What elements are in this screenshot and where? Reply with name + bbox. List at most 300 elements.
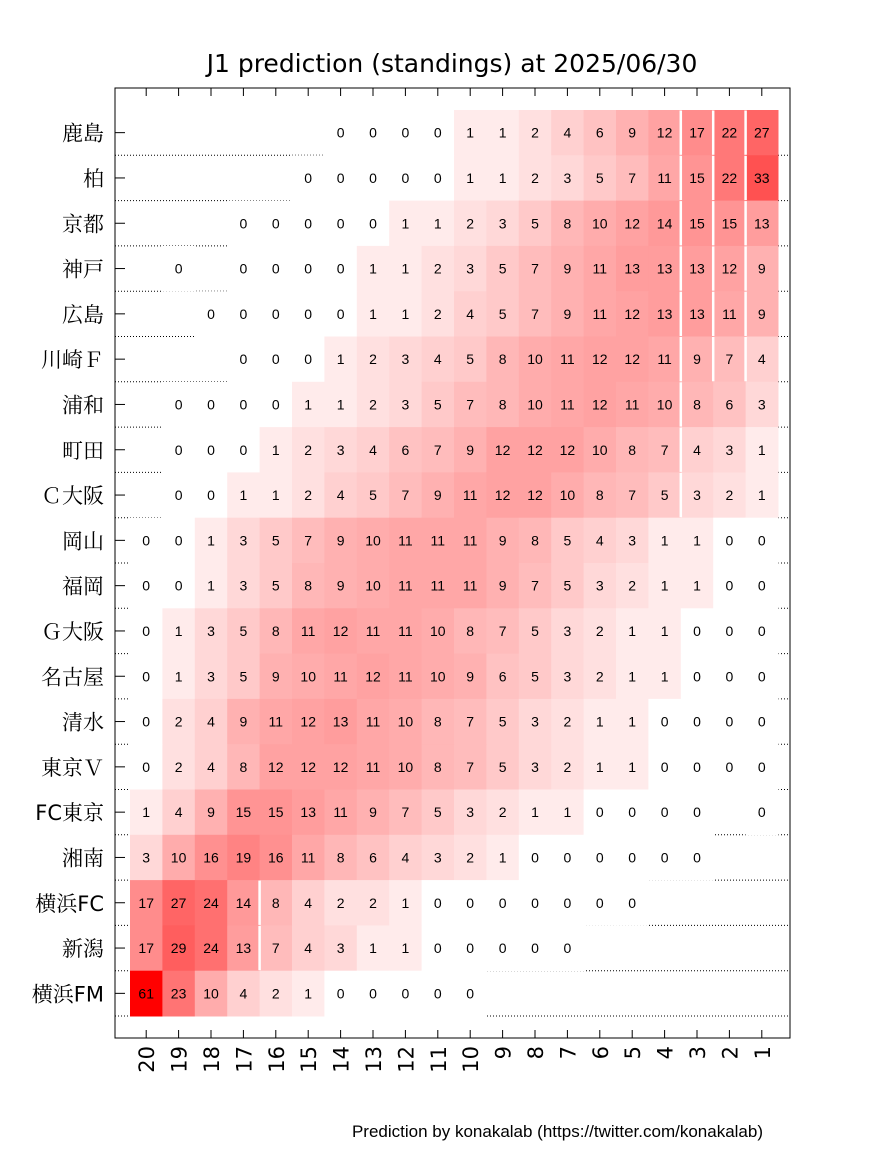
cell-value-label: 12 (592, 396, 608, 413)
cell-value-label: 5 (498, 305, 507, 322)
cell-value-label: 0 (142, 532, 151, 549)
cell-value-label: 5 (531, 622, 539, 639)
cell-value-label: 13 (656, 260, 673, 277)
cell-value-label: 0 (563, 940, 572, 957)
cell-value-label: 4 (369, 441, 377, 458)
cell-value-label: 5 (239, 668, 248, 685)
cell-value-label: 2 (531, 169, 539, 186)
cell-value-label: 8 (628, 441, 637, 458)
cell-value-label: 4 (336, 487, 345, 504)
cell-value-label: 0 (304, 169, 313, 186)
cell-value-label: 2 (433, 305, 442, 322)
cell-value-label: 8 (336, 849, 345, 866)
cell-value-label: 9 (498, 577, 507, 594)
cell-value-label: 1 (304, 396, 313, 413)
cell-value-label: 1 (757, 441, 766, 458)
cell-value-label: 1 (660, 577, 669, 594)
cell-value-label: 0 (693, 713, 701, 730)
cell-value-label: 0 (433, 985, 442, 1002)
cell-value-label: 11 (592, 305, 608, 322)
team-label: 広島 (62, 302, 104, 327)
cell-value-label: 1 (693, 532, 701, 549)
cell-value-label: 0 (660, 804, 669, 821)
cell-value-label: 0 (401, 985, 410, 1002)
cell-value-label: 0 (336, 305, 345, 322)
cell-value-label: 0 (628, 804, 637, 821)
cell-value-label: 1 (174, 668, 183, 685)
cell-value-label: 3 (595, 577, 604, 594)
team-label: 横浜FC (35, 891, 104, 916)
cell-value-label: 11 (365, 758, 381, 775)
cell-value-label: 0 (757, 758, 766, 775)
cell-value-label: 0 (239, 351, 248, 368)
cell-value-label: 0 (174, 441, 183, 458)
cell-value-label: 22 (721, 124, 738, 141)
rank-label: 12 (394, 1046, 419, 1073)
cell-value-label: 24 (203, 894, 219, 911)
cell-value-label: 1 (757, 487, 766, 504)
cell-value-label: 12 (268, 758, 284, 775)
team-label: 新潟 (62, 937, 104, 962)
cell-value-label: 15 (689, 215, 705, 232)
cell-value-label: 1 (628, 713, 637, 730)
cell-value-label: 10 (397, 758, 414, 775)
cell-value-label: 0 (595, 894, 604, 911)
cell-value-label: 2 (595, 622, 604, 639)
cell-value-label: 3 (757, 396, 766, 413)
cell-value-label: 10 (397, 713, 414, 730)
cell-value-label: 3 (693, 487, 701, 504)
cell-value-label: 1 (531, 804, 539, 821)
cell-value-label: 13 (656, 305, 673, 322)
cell-value-label: 8 (466, 622, 475, 639)
cell-value-label: 1 (401, 260, 410, 277)
cell-value-label: 1 (174, 622, 183, 639)
cell-value-label: 0 (433, 169, 442, 186)
team-axis (32, 122, 125, 1007)
cell-value-label: 1 (239, 487, 248, 504)
cell-value-label: 11 (430, 532, 446, 549)
cell-value-label: 17 (138, 940, 154, 957)
cell-value-label: 0 (628, 849, 637, 866)
cell-value-label: 10 (592, 215, 608, 232)
cell-value-label: 12 (527, 487, 543, 504)
cell-value-label: 9 (563, 305, 572, 322)
cell-value-label: 12 (300, 758, 316, 775)
cell-value-label: 0 (207, 396, 215, 413)
cell-value-label: 1 (466, 169, 475, 186)
cell-value-label: 12 (332, 758, 349, 775)
cell-value-label: 2 (369, 894, 377, 911)
cell-value-label: 8 (595, 487, 604, 504)
cell-value-label: 15 (721, 215, 738, 232)
cell-value-label: 0 (336, 260, 345, 277)
cell-value-label: 0 (725, 758, 734, 775)
cell-value-label: 7 (433, 441, 442, 458)
cell-value-label: 0 (401, 124, 410, 141)
cell-value-label: 2 (271, 985, 280, 1002)
cell-value-label: 0 (757, 713, 766, 730)
cell-value-label: 0 (369, 215, 377, 232)
cell-value-label: 11 (592, 260, 608, 277)
cell-value-label: 1 (595, 758, 604, 775)
cell-value-label: 1 (271, 487, 280, 504)
cell-value-label: 1 (660, 532, 669, 549)
cell-value-label: 12 (656, 124, 673, 141)
cell-value-label: 11 (398, 577, 413, 594)
cell-value-label: 3 (531, 758, 539, 775)
cell-value-label: 12 (624, 215, 640, 232)
cell-value-label: 0 (174, 396, 183, 413)
cell-value-label: 10 (559, 487, 576, 504)
cell-value-label: 9 (207, 804, 215, 821)
cell-value-label: 0 (725, 577, 734, 594)
cell-value-label: 5 (271, 577, 280, 594)
cell-value-label: 4 (207, 713, 215, 730)
cell-value-label: 0 (239, 260, 248, 277)
cell-value-label: 5 (369, 487, 377, 504)
cell-value-label: 10 (365, 532, 381, 549)
cell-value-label: 0 (498, 940, 507, 957)
cell-value-label: 13 (689, 305, 705, 322)
cell-value-label: 2 (725, 487, 734, 504)
cell-value-label: 11 (462, 577, 478, 594)
cell-value-label: 15 (235, 804, 252, 821)
cell-value-label: 11 (398, 532, 413, 549)
cell-value-label: 9 (757, 260, 766, 277)
cell-value-label: 0 (433, 894, 442, 911)
cell-value-label: 0 (531, 849, 539, 866)
cell-value-label: 2 (466, 215, 475, 232)
team-label: Ｃ大阪 (41, 484, 104, 509)
cell-value-label: 1 (563, 804, 572, 821)
cell-value-label: 7 (660, 441, 669, 458)
cell-value-label: 19 (235, 849, 252, 866)
cell-value-label: 9 (628, 124, 637, 141)
cell-value-label: 2 (174, 713, 183, 730)
cell-value-label: 0 (433, 124, 442, 141)
cell-value-label: 0 (207, 305, 215, 322)
cell-value-label: 1 (660, 668, 669, 685)
cell-value-label: 12 (592, 351, 608, 368)
cell-value-label: 6 (595, 124, 604, 141)
cell-value-label: 2 (531, 124, 539, 141)
team-label: FC東京 (35, 801, 104, 826)
cell-value-label: 4 (304, 940, 313, 957)
cell-value-label: 1 (207, 577, 215, 594)
cell-value-label: 11 (430, 577, 446, 594)
cell-value-label: 0 (531, 894, 539, 911)
cell-value-label: 8 (531, 532, 539, 549)
cell-value-label: 13 (235, 940, 252, 957)
cell-value-label: 0 (595, 849, 604, 866)
cell-value-label: 3 (628, 532, 637, 549)
cell-value-label: 9 (757, 305, 766, 322)
cell-value-label: 11 (722, 305, 737, 322)
cell-value-label: 11 (333, 668, 348, 685)
team-label: 横浜FM (31, 982, 104, 1007)
rank-label: 2 (718, 1046, 743, 1060)
cell-value-label: 15 (689, 169, 705, 186)
cell-value-label: 11 (365, 622, 381, 639)
rank-label: 3 (686, 1046, 710, 1060)
cell-value-label: 0 (271, 260, 280, 277)
cell-value-label: 0 (466, 894, 475, 911)
cell-value-label: 1 (336, 351, 345, 368)
cell-value-label: 0 (531, 940, 539, 957)
cell-value-label: 2 (498, 804, 507, 821)
cell-value-label: 1 (401, 940, 410, 957)
cell-value-label: 0 (466, 985, 475, 1002)
cell-value-label: 0 (757, 532, 766, 549)
cell-value-label: 6 (401, 441, 410, 458)
cell-value-label: 4 (433, 351, 442, 368)
cell-value-label: 0 (757, 577, 766, 594)
cell-value-label: 11 (268, 713, 284, 730)
cell-value-label: 0 (725, 668, 734, 685)
rank-label: 18 (200, 1046, 224, 1073)
cell-value-label: 3 (563, 169, 572, 186)
cell-value-label: 0 (725, 622, 734, 639)
cell-value-label: 9 (336, 577, 345, 594)
cell-value-label: 0 (239, 305, 248, 322)
cell-value-label: 3 (142, 849, 151, 866)
cell-value-label: 7 (725, 351, 734, 368)
cell-value-label: 24 (203, 940, 219, 957)
cell-value-label: 1 (401, 215, 410, 232)
cell-value-label: 1 (433, 215, 442, 232)
cell-value-label: 5 (498, 758, 507, 775)
cell-value-label: 3 (401, 396, 410, 413)
cell-value-label: 27 (754, 124, 770, 141)
cell-value-label: 0 (563, 894, 572, 911)
cell-value-label: 23 (170, 985, 187, 1002)
cell-value-label: 7 (401, 487, 410, 504)
cell-value-label: 10 (365, 577, 381, 594)
cell-value-label: 5 (595, 169, 604, 186)
rank-label: 1 (750, 1046, 775, 1060)
cell-value-label: 7 (466, 396, 475, 413)
cell-value-label: 8 (498, 396, 507, 413)
cell-value-label: 5 (498, 713, 507, 730)
cell-value-label: 10 (527, 351, 543, 368)
cell-value-label: 0 (757, 668, 766, 685)
cell-value-label: 8 (563, 215, 572, 232)
cell-value-label: 16 (203, 849, 219, 866)
cell-value-label: 7 (628, 487, 637, 504)
cell-value-label: 0 (207, 441, 215, 458)
team-label: 川崎Ｆ (41, 348, 104, 373)
cell-value-label: 3 (725, 441, 734, 458)
cell-value-label: 2 (304, 487, 313, 504)
team-label: 神戸 (62, 257, 104, 282)
rank-label: 5 (621, 1046, 646, 1060)
cell-value-label: 4 (466, 305, 475, 322)
cell-value-label: 13 (624, 260, 640, 277)
cell-value-label: 0 (757, 804, 766, 821)
cell-value-label: 3 (239, 532, 248, 549)
rank-label: 17 (232, 1046, 257, 1073)
team-label: 浦和 (62, 393, 104, 418)
cell-value-label: 0 (595, 804, 604, 821)
cell-value-label: 0 (466, 940, 475, 957)
cell-value-label: 0 (174, 532, 183, 549)
cell-value-label: 1 (336, 396, 345, 413)
cell-value-label: 11 (398, 668, 413, 685)
cell-value-label: 6 (498, 668, 507, 685)
cell-value-label: 0 (304, 215, 313, 232)
cell-value-label: 12 (365, 668, 381, 685)
cell-value-label: 12 (332, 622, 349, 639)
cell-value-label: 1 (369, 305, 377, 322)
cell-value-label: 0 (304, 351, 313, 368)
cell-value-label: 0 (693, 668, 701, 685)
cell-value-label: 0 (336, 124, 345, 141)
cell-value-label: 13 (332, 713, 349, 730)
cell-value-label: 0 (336, 985, 345, 1002)
cell-value-label: 11 (300, 622, 316, 639)
cell-value-label: 5 (433, 804, 442, 821)
heatmap-cells (130, 110, 779, 1017)
cell-value-label: 3 (207, 668, 215, 685)
cell-value-label: 8 (433, 713, 442, 730)
cell-value-label: 7 (498, 622, 507, 639)
cell-value-label: 1 (660, 622, 669, 639)
cell-value-label: 2 (563, 758, 572, 775)
cell-value-label: 2 (466, 849, 475, 866)
cell-value-label: 2 (369, 351, 377, 368)
cell-value-label: 11 (624, 396, 640, 413)
cell-value-label: 12 (624, 351, 640, 368)
cell-value-label: 4 (239, 985, 248, 1002)
cell-value-label: 0 (239, 441, 248, 458)
cell-value-label: 1 (207, 532, 215, 549)
rank-label: 11 (426, 1046, 451, 1073)
cell-value-label: 3 (239, 577, 248, 594)
cell-value-label: 11 (333, 804, 348, 821)
cell-value-label: 4 (693, 441, 701, 458)
cell-value-label: 0 (207, 487, 215, 504)
cell-value-label: 0 (142, 713, 151, 730)
cell-value-label: 0 (142, 758, 151, 775)
cell-value-label: 5 (239, 622, 248, 639)
cell-value-label: 0 (757, 622, 766, 639)
cell-value-label: 7 (628, 169, 637, 186)
cell-value-label: 0 (693, 804, 701, 821)
cell-value-label: 22 (721, 169, 738, 186)
cell-value-label: 8 (304, 577, 313, 594)
cell-value-label: 27 (170, 894, 187, 911)
cell-value-label: 4 (174, 804, 183, 821)
cell-value-label: 9 (271, 668, 280, 685)
cell-value-label: 61 (138, 985, 154, 1002)
cell-value-label: 0 (142, 668, 151, 685)
cell-value-label: 8 (433, 758, 442, 775)
cell-value-label: 11 (657, 351, 672, 368)
cell-value-label: 0 (498, 894, 507, 911)
cell-value-label: 10 (203, 985, 219, 1002)
cell-value-label: 7 (401, 804, 410, 821)
rank-label: 7 (556, 1046, 581, 1060)
cell-value-label: 10 (300, 668, 316, 685)
rank-label: 13 (362, 1046, 386, 1073)
cell-value-label: 3 (433, 849, 442, 866)
cell-value-label: 1 (628, 668, 637, 685)
cell-value-label: 5 (563, 577, 572, 594)
cell-value-label: 7 (271, 940, 280, 957)
cell-value-label: 2 (304, 441, 313, 458)
cell-value-label: 11 (560, 351, 575, 368)
rank-label: 16 (264, 1046, 289, 1073)
cell-value-label: 3 (531, 713, 539, 730)
team-label: 柏 (83, 166, 104, 191)
rank-label: 19 (167, 1046, 192, 1073)
cell-value-label: 4 (207, 758, 215, 775)
cell-value-label: 13 (754, 215, 770, 232)
cell-value-label: 7 (304, 532, 313, 549)
cell-value-label: 0 (660, 713, 669, 730)
cell-value-label: 1 (498, 849, 507, 866)
cell-value-label: 12 (494, 487, 511, 504)
cell-value-label: 0 (174, 577, 183, 594)
credit-text: Prediction by konakalab (https://twitter.com/konakalab) (351, 1122, 763, 1141)
cell-value-label: 17 (138, 894, 154, 911)
cell-value-label: 10 (430, 622, 446, 639)
cell-value-label: 9 (336, 532, 345, 549)
cell-value-label: 11 (560, 396, 575, 413)
cell-value-label: 4 (563, 124, 572, 141)
rank-label: 20 (135, 1046, 160, 1073)
cell-value-label: 1 (628, 758, 637, 775)
rank-label: 4 (653, 1046, 678, 1060)
cell-value-label: 3 (498, 215, 507, 232)
cell-value-label: 3 (336, 441, 345, 458)
cell-value-label: 1 (401, 894, 410, 911)
cell-value-label: 0 (433, 940, 442, 957)
cell-value-label: 4 (757, 351, 766, 368)
cell-value-label: 2 (628, 577, 637, 594)
cell-value-label: 8 (239, 758, 248, 775)
cell-value-label: 15 (268, 804, 284, 821)
cell-value-label: 12 (300, 713, 316, 730)
cell-value-label: 1 (498, 124, 507, 141)
cell-value-label: 1 (369, 260, 377, 277)
cell-value-label: 17 (689, 124, 705, 141)
cell-value-label: 12 (624, 305, 640, 322)
rank-label: 6 (588, 1046, 613, 1060)
team-label: 京都 (62, 212, 104, 237)
cell-value-label: 0 (142, 622, 151, 639)
cell-value-label: 6 (369, 849, 377, 866)
cell-value-label: 14 (656, 215, 673, 232)
cell-value-label: 0 (271, 215, 280, 232)
cell-value-label: 3 (466, 804, 475, 821)
cell-value-label: 0 (725, 713, 734, 730)
cell-value-label: 9 (433, 487, 442, 504)
cell-value-label: 6 (725, 396, 734, 413)
team-label: 福岡 (62, 574, 104, 599)
cell-value-label: 5 (531, 215, 539, 232)
cell-value-label: 0 (174, 260, 183, 277)
rank-label: 15 (297, 1046, 322, 1073)
cell-value-label: 2 (433, 260, 442, 277)
cell-value-label: 2 (369, 396, 377, 413)
cell-value-label: 5 (466, 351, 475, 368)
cell-value-label: 16 (268, 849, 284, 866)
cell-value-label: 13 (300, 804, 316, 821)
cell-value-label: 2 (336, 894, 345, 911)
team-label: 町田 (62, 438, 104, 463)
